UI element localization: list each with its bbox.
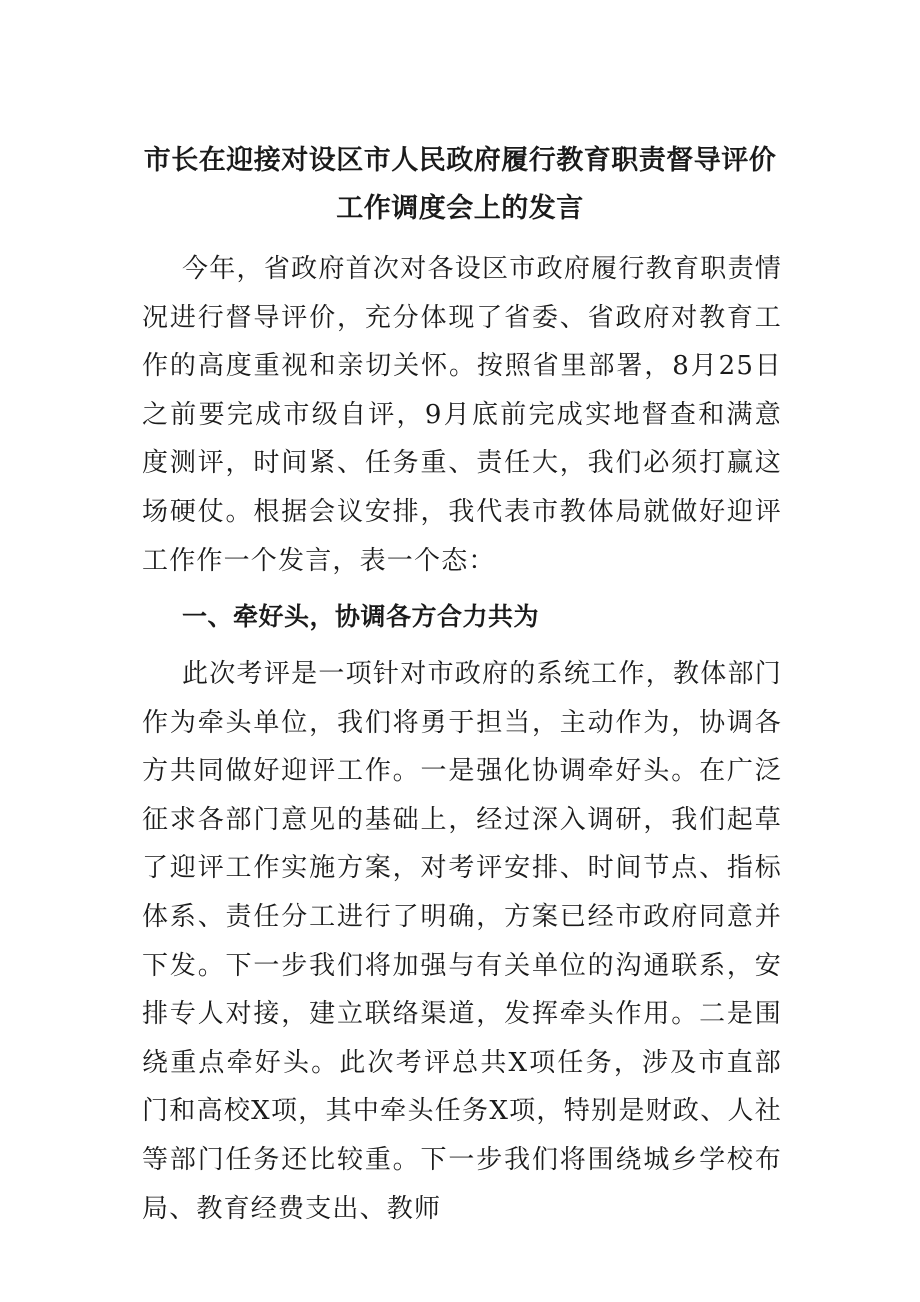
- document-title-line-2: 工作调度会上的发言: [336, 193, 584, 224]
- body-paragraph-intro: 今年，省政府首次对各设区市政府履行教育职责情况进行督导评价，充分体现了省委、省政府对教育工作的高度重视和亲切关怀。按照省里部署，8月25日之前要完成市级自评，9月底前完成实地督查和满意度测评，时间紧、任务重、责任大，我们必须打赢这场硬仗。根据会议安排，我代表市教体局就做好迎评工作作一个发言，表一个态：: [142, 254, 782, 576]
- section-heading-1: 一、牵好头，协调各方合力共为: [182, 602, 540, 631]
- document-title-line-1: 市长在迎接对设区市人民政府履行教育职责督导评价: [143, 145, 777, 176]
- body-paragraph-section-1: 此次考评是一项针对市政府的系统工作，教体部门作为牵头单位，我们将勇于担当，主动作为，协调各方共同做好迎评工作。一是强化协调牵好头。在广泛征求各部门意见的基础上，经过深入调研，我们起草了迎评工作实施方案，对考评安排、时间节点、指标体系、责任分工进行了明确，方案已经市政府同意并下发。下一步我们将加强与有关单位的沟通联系，安排专人对接，建立联络渠道，发挥牵头作用。二是围绕重点牵好头。此次考评总共X项任务，涉及市直部门和高校X项，其中牵头任务X项，特别是财政、人社等部门任务还比较重。下一步我们将围绕城乡学校布局、教育经费支出、教师: [142, 659, 782, 1224]
